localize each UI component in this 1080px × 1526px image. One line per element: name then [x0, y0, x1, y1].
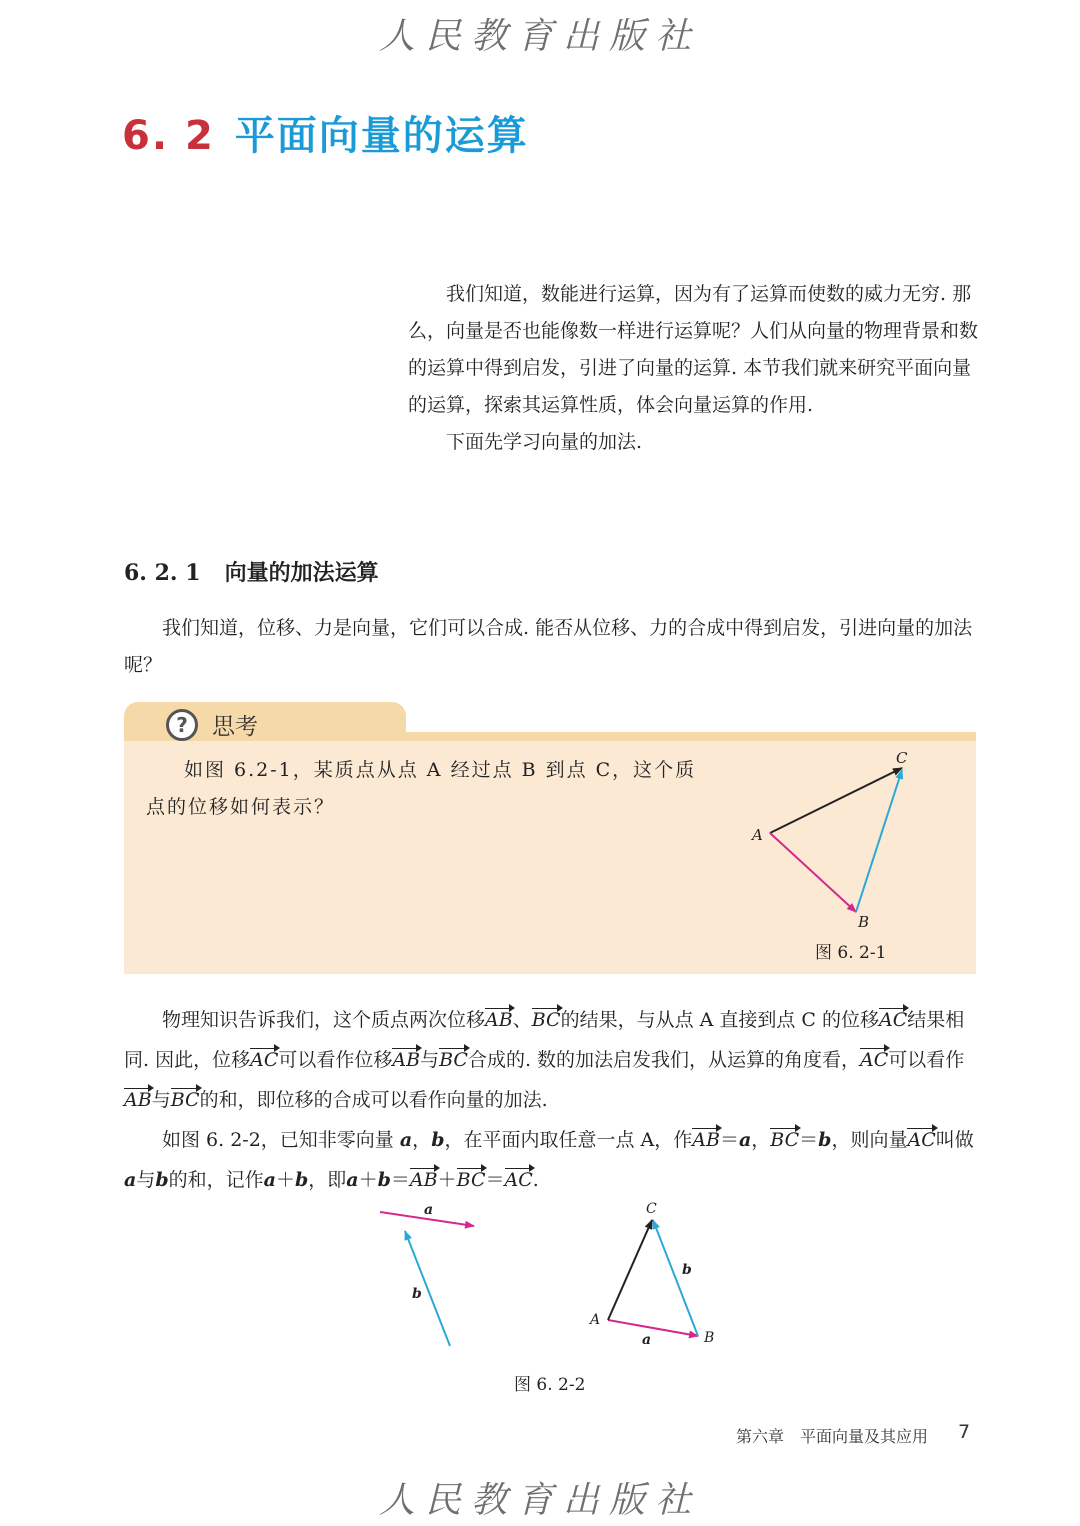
publisher-watermark-top: 人民教育出版社	[378, 16, 701, 57]
subsection-number: 6. 2. 1	[124, 560, 201, 586]
question-icon: ?	[166, 709, 198, 741]
label-a-free: a	[424, 1202, 434, 1218]
vector-ab	[770, 833, 856, 912]
intro-paragraph-2: 下面先学习向量的加法.	[446, 431, 643, 453]
tri-label-a-point: A	[590, 1312, 601, 1328]
footer-chapter: 第六章 平面向量及其应用	[736, 1427, 929, 1446]
tri-label-c-point: C	[646, 1201, 657, 1217]
figure-6-2-2	[360, 1196, 740, 1356]
intro-text	[408, 276, 978, 461]
vector-bc	[856, 770, 902, 912]
figure-6-2-1	[730, 740, 930, 940]
tri-label-a-vec: a	[642, 1332, 652, 1348]
tri-label-b-point: B	[704, 1330, 715, 1346]
subsection-title	[124, 556, 379, 587]
label-b-free: b	[412, 1286, 422, 1302]
point-label-c: C	[896, 749, 908, 767]
lead-paragraph: 我们知道，位移、力是向量，它们可以合成. 能否从位移、力的合成中得到启发，引进向量的加法呢？	[124, 617, 973, 676]
subsection-name: 向量的加法运算	[224, 561, 379, 586]
point-label-b: B	[858, 913, 870, 931]
tri-label-b-vec: b	[682, 1262, 692, 1278]
section-title	[122, 104, 529, 161]
point-label-a: A	[752, 826, 763, 844]
triangle-ac	[608, 1220, 652, 1320]
think-text: 如图 6.2-1，某质点从点 A 经过点 B 到点 C，这个质点的位移如何表示？	[146, 759, 697, 818]
vector-ac	[770, 768, 902, 833]
publisher-watermark-bottom: 人民教育出版社	[378, 1480, 701, 1521]
think-label: 思考	[212, 714, 258, 740]
section-number: 6. 2	[122, 113, 215, 159]
figure-2-caption: 图 6. 2-2	[514, 1375, 586, 1395]
triangle-bc	[653, 1220, 698, 1336]
section-name: 平面向量的运算	[234, 113, 529, 159]
triangle-ab	[608, 1320, 698, 1336]
intro-paragraph-1: 我们知道，数能进行运算，因为有了运算而使数的威力无穷. 那么，向量是否也能像数一样进行运算呢？人们从向量的物理背景和数的运算中得到启发，引进了向量的运算. 本节我们就来研究平面向量的运算，探索其运算性质，体会向量运算的作用.	[408, 283, 979, 416]
paragraph-displacement: 物理知识告诉我们，这个质点两次位移AB、BC的结果，与从点 A 直接到点 C 的位移AC结果相同. 因此，位移AC可以看作位移AB与BC合成的. 数的加法启发我们，从运算的角度看，AC可以看作AB与BC的和，即位移的合成可以看作向量的加法. 如图 6. 2-2，已知非零向量 a，b，在平面内取任意一点 A，作AB＝a，BC＝b，则向量AC叫做a与b的和，记作a＋b，即a＋b＝AB＋BC＝AC.	[124, 1009, 974, 1191]
page-number: 7	[958, 1421, 971, 1443]
figure-1-caption: 图 6. 2-1	[815, 943, 887, 963]
